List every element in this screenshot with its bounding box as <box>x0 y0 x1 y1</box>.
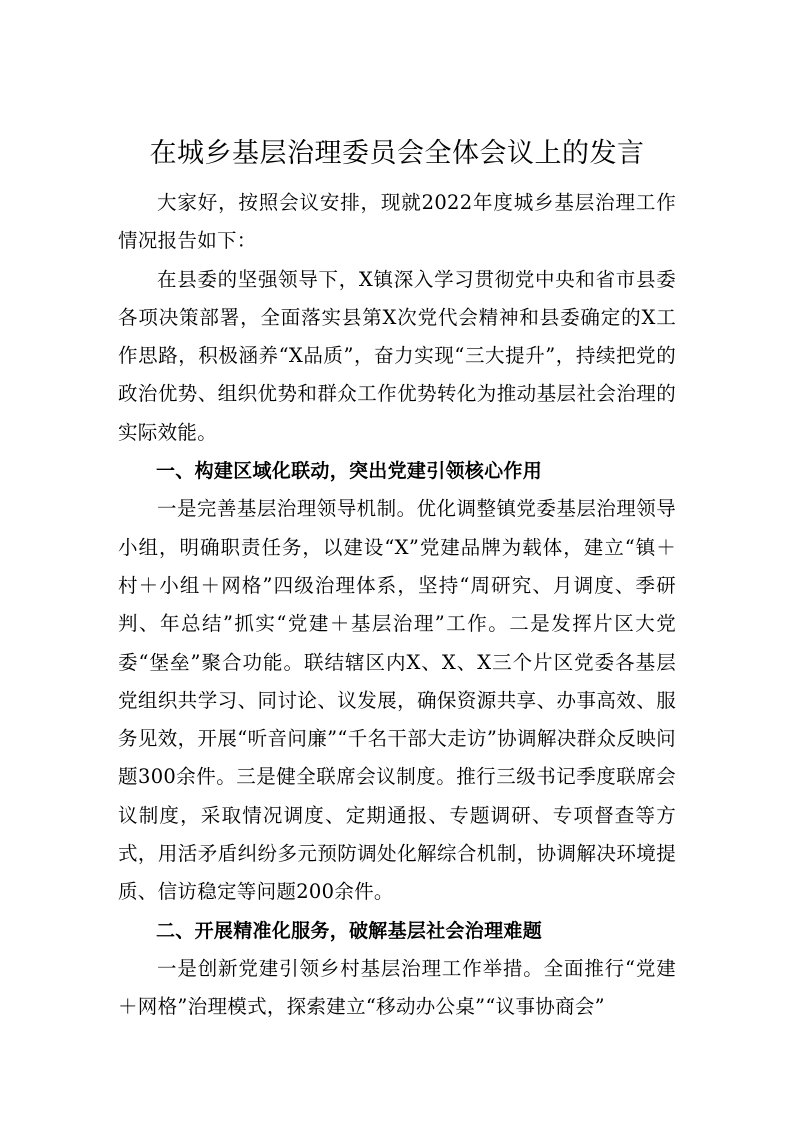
section-heading-2: 二、开展精准化服务，破解基层社会治理难题 <box>156 919 543 942</box>
document-page <box>118 132 676 1027</box>
paragraph-greeting: 大家好，按照会议安排，现就2022年度城乡基层治理工作情况报告如下： <box>118 191 676 253</box>
document-title: 在城乡基层治理委员会全体会议上的发言 <box>149 138 645 169</box>
paragraph-section-2: 一是创新党建引领乡村基层治理工作举措。全面推行“党建＋网格”治理模式，探索建立“移动办公桌”“议事协商会” <box>118 956 676 1019</box>
paragraph-section-1: 一是完善基层治理领导机制。优化调整镇党委基层治理领导小组，明确职责任务，以建设“X”党建品牌为载体，建立“镇＋村＋小组＋网格”四级治理体系，坚持“周研究、月调度、季研判、年总结”抓实“党建＋基层治理”工作。二是发挥片区大党委“堡垒”聚合功能。联结辖区内X、X、X三个片区党委各基层党组织共学习、同讨论、议发展，确保资源共享、办事高效、服务见效，开展“听音问廉”“千名干部大走访”协调解决群众反映问题300余件。三是健全联席会议制度。推行三级书记季度联席会议制度，采取情况调度、定期通报、专题调研、专项督查等方式，用活矛盾纠纷多元预防调处化解综合机制，协调解决环境提质、信访稳定等问题200余件。 <box>118 497 676 904</box>
section-heading-1: 一、构建区域化联动，突出党建引领核心作用 <box>156 460 543 483</box>
paragraph-intro: 在县委的坚强领导下，X镇深入学习贯彻党中央和省市县委各项决策部署，全面落实县第X次党代会精神和县委确定的X工作思路，积极涵养“X品质”，奋力实现“三大提升”，持续把党的政治优势、组织优势和群众工作优势转化为推动基层社会治理的实际效能。 <box>118 267 676 444</box>
